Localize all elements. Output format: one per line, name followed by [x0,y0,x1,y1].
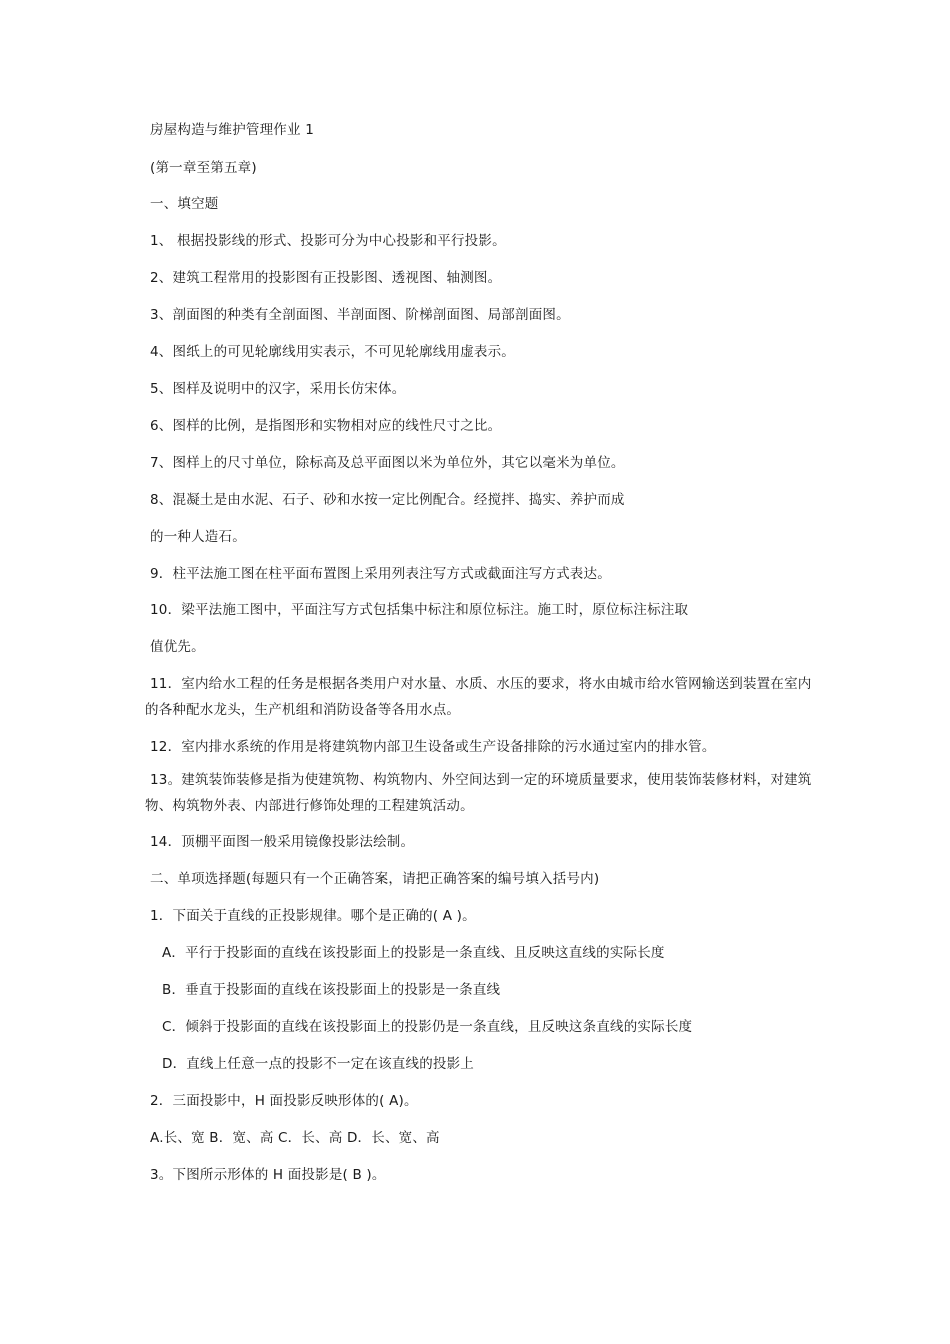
fill-in-question-10-line-2: 值优先。 [150,639,205,655]
section-heading-fill-in: 一、填空题 [150,196,219,212]
fill-in-question-8-line-1: 8、混凝土是由水泥、石子、砂和水按一定比例配合。经搅拌、捣实、养护而成 [150,492,625,508]
choice-question-1-option-c: C．倾斜于投影面的直线在该投影面上的投影仍是一条直线，且反映这条直线的实际长度 [162,1019,693,1035]
choice-question-1-option-d: D．直线上任意一点的投影不一定在该直线的投影上 [162,1056,474,1072]
choice-question-1-stem: 1．下面关于直线的正投影规律。哪个是正确的( A )。 [150,908,476,924]
fill-in-question-13: 13。建筑装饰装修是指为使建筑物、构筑物内、外空间达到一定的环境质量要求，使用装饰装修材料，对建筑物、构筑物外表、内部进行修饰处理的工程建筑活动。 [145,772,812,814]
choice-question-3-stem: 3。下图所示形体的 H 面投影是( B )。 [150,1167,386,1183]
fill-in-question-11: 11．室内给水工程的任务是根据各类用户对水量、水质、水压的要求，将水由城市给水管网输送到装置在室内的各种配水龙头，生产机组和消防设备等各用水点。 [145,676,812,718]
fill-in-question-9: 9．柱平法施工图在柱平面布置图上采用列表注写方式或截面注写方式表达。 [150,566,611,582]
section-heading-multiple-choice: 二、单项选择题(每题只有一个正确答案，请把正确答案的编号填入括号内) [150,871,600,887]
choice-question-2-options: A.长、宽 B．宽、高 C．长、高 D．长、宽、高 [150,1130,440,1146]
fill-in-question-4: 4、图纸上的可见轮廓线用实表示，不可见轮廓线用虚表示。 [150,344,515,360]
choice-question-1-option-b: B．垂直于投影面的直线在该投影面上的投影是一条直线 [162,982,501,998]
choice-question-1-option-a: A．平行于投影面的直线在该投影面上的投影是一条直线、且反映这直线的实际长度 [162,945,665,961]
fill-in-question-1: 1、 根据投影线的形式、投影可分为中心投影和平行投影。 [150,233,506,249]
fill-in-question-10-line-1: 10．梁平法施工图中，平面注写方式包括集中标注和原位标注。施工时，原位标注标注取 [150,602,689,618]
fill-in-question-14: 14．顶棚平面图一般采用镜像投影法绘制。 [150,834,415,850]
fill-in-question-3: 3、剖面图的种类有全剖面图、半剖面图、阶梯剖面图、局部剖面图。 [150,307,570,323]
fill-in-question-7: 7、图样上的尺寸单位，除标高及总平面图以米为单位外，其它以毫米为单位。 [150,455,625,471]
fill-in-question-12: 12．室内排水系统的作用是将建筑物内部卫生设备或生产设备排除的污水通过室内的排水管。 [150,739,716,755]
fill-in-question-5: 5、图样及说明中的汉字，采用长仿宋体。 [150,381,406,397]
document-title: 房屋构造与维护管理作业 1 [150,122,314,138]
fill-in-question-2: 2、建筑工程常用的投影图有正投影图、透视图、轴测图。 [150,270,502,286]
fill-in-question-6: 6、图样的比例，是指图形和实物相对应的线性尺寸之比。 [150,418,502,434]
fill-in-question-8-line-2: 的一种人造石。 [150,529,246,545]
choice-question-2-stem: 2．三面投影中，H 面投影反映形体的( A)。 [150,1093,418,1109]
document-scope: (第一章至第五章) [150,160,257,176]
